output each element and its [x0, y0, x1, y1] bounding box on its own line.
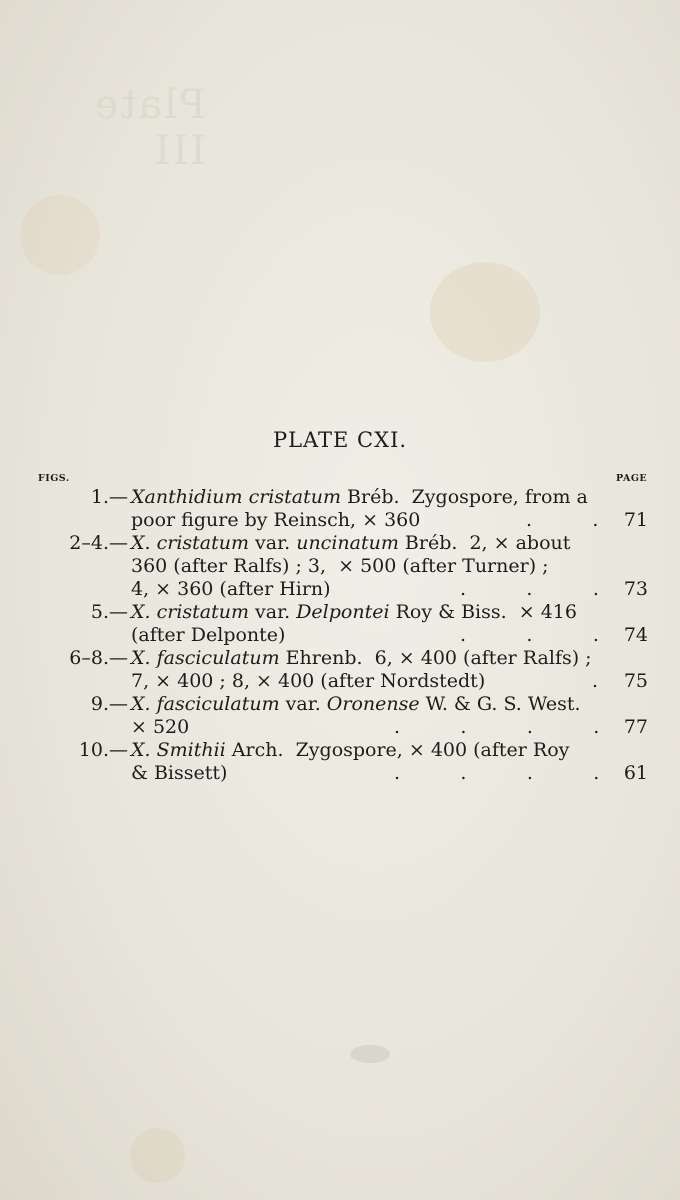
figure-number: 10.—	[78, 739, 128, 761]
leader-dots: . .	[526, 509, 599, 531]
figure-number: 5.—	[90, 601, 128, 623]
entry-text: var.	[279, 693, 327, 715]
figs-column-header: FIGS.	[38, 473, 70, 484]
leader-dots: . . . .	[394, 716, 600, 738]
entry-text: Bréb. Zygospore, from a	[340, 486, 588, 508]
entry-text-line	[131, 716, 189, 739]
page-number: 61	[623, 762, 648, 784]
entry-text-line	[131, 486, 588, 509]
entry-text-line	[131, 555, 549, 578]
leader-dots: . . .	[460, 624, 599, 646]
page-column-header: PAGE	[616, 473, 648, 484]
species-name: Oronense	[326, 693, 420, 715]
species-name: X. cristatum	[131, 601, 250, 623]
entry-text: poor figure by Reinsch, × 360	[131, 509, 421, 531]
entry-text: 4, × 360 (after Hirn)	[131, 578, 331, 600]
species-name: X. Smithii	[131, 739, 226, 761]
species-name: X. fasciculatum	[131, 647, 280, 669]
species-name: Delpontei	[296, 601, 390, 623]
entry-text-line	[131, 670, 485, 693]
figure-number: 9.—	[90, 693, 128, 715]
entry-text: & Bissett)	[131, 762, 228, 784]
entry-text-line	[131, 578, 331, 601]
species-name: X. cristatum	[131, 532, 250, 554]
page-number: 77	[623, 716, 648, 738]
figure-number: 2–4.—	[69, 532, 128, 554]
entry-text: (after Delponte)	[131, 624, 286, 646]
leader-dots: . . .	[460, 578, 599, 600]
species-name: X. fasciculatum	[131, 693, 280, 715]
entry-text: var.	[249, 601, 297, 623]
page-number: 73	[623, 578, 648, 600]
species-name: uncinatum	[296, 532, 399, 554]
entry-text: W. & G. S. West.	[419, 693, 581, 715]
entry-text-line	[131, 647, 592, 670]
foxing-stain	[430, 262, 540, 362]
species-name: Xanthidium cristatum	[131, 486, 341, 508]
entry-text-line	[131, 762, 227, 785]
plate-title: PLATE CXI.	[272, 428, 408, 452]
foxing-stain	[350, 1045, 390, 1063]
entry-text: Arch. Zygospore, × 400 (after Roy	[225, 739, 570, 761]
entry-text: 7, × 400 ; 8, × 400 (after Nordstedt)	[131, 670, 486, 692]
entry-text: × 520	[131, 716, 190, 738]
entry-text-line	[131, 532, 570, 555]
entry-text-line	[131, 693, 581, 716]
leader-dots: .	[592, 670, 599, 692]
entry-text-line	[131, 739, 569, 762]
entry-text-line	[131, 601, 577, 624]
entry-text: var.	[249, 532, 297, 554]
leader-dots: . . . .	[394, 762, 600, 784]
page-number: 71	[623, 509, 648, 531]
foxing-stain	[20, 195, 100, 275]
page-number: 75	[623, 670, 648, 692]
entry-text: Bréb. 2, × about	[398, 532, 571, 554]
entry-text: 360 (after Ralfs) ; 3, × 500 (after Turner) ;	[131, 555, 549, 577]
figure-number: 1.—	[90, 486, 128, 508]
entry-text-line	[131, 624, 285, 647]
entry-text-line	[131, 509, 420, 532]
figure-number: 6–8.—	[69, 647, 128, 669]
entry-text: Roy & Biss. × 416	[389, 601, 577, 623]
page-number: 74	[623, 624, 648, 646]
foxing-stain	[130, 1128, 185, 1183]
bleed-through-text: Plate III	[92, 82, 206, 174]
entry-text: Ehrenb. 6, × 400 (after Ralfs) ;	[279, 647, 592, 669]
